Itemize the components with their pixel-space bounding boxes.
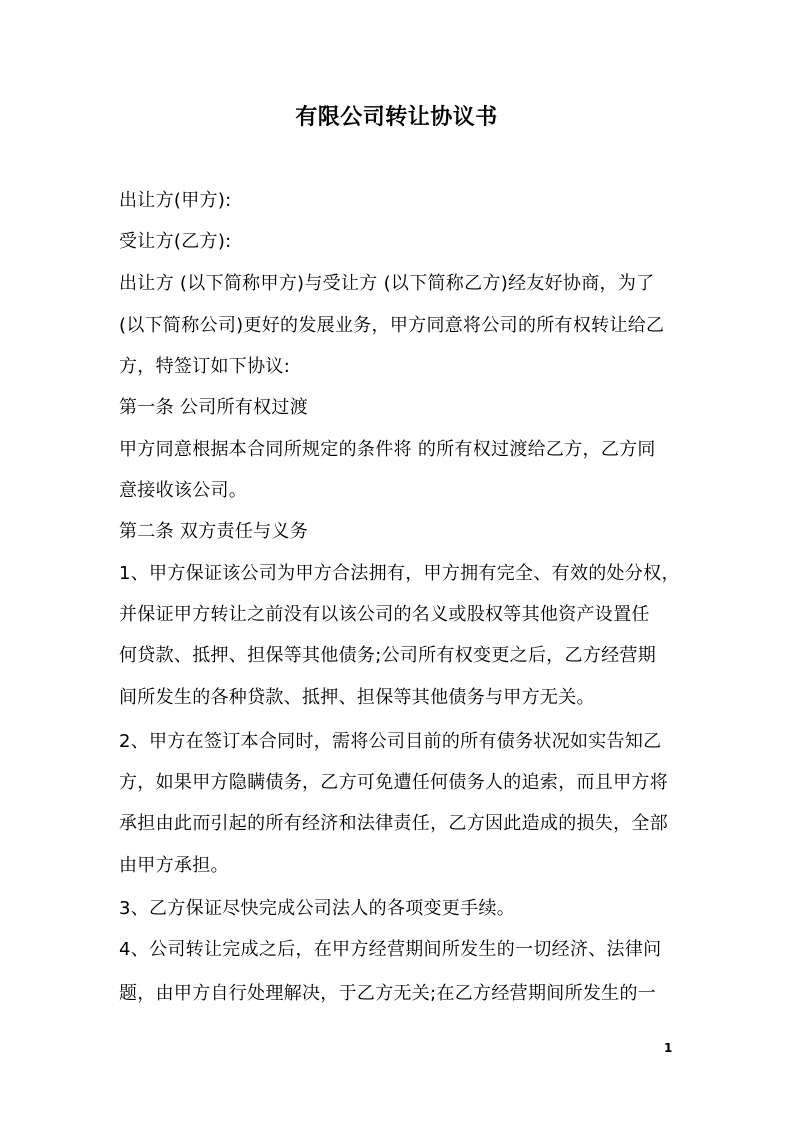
text-line: 方，特签订如下协议: (119, 356, 291, 377)
text-line: 受让方(乙方): (119, 231, 232, 252)
text-line: 4、公司转让完成之后，在甲方经营期间所发生的一切经济、法律问 (119, 939, 662, 960)
text-line: 出让方 (以下简称甲方)与受让方 (以下简称乙方)经友好协商，为了 (119, 273, 655, 294)
section-heading: 第一条 公司所有权过渡 (119, 397, 309, 418)
text-line: 方，如果甲方隐瞒债务，乙方可免遭任何债务人的追索，而且甲方将 (119, 772, 668, 793)
document-title: 有限公司转让协议书 (295, 105, 498, 130)
text-line: 甲方同意根据本合同所规定的条件将 的所有权过渡给乙方，乙方同 (119, 439, 656, 460)
text-line: 何贷款、抵押、担保等其他债务;公司所有权变更之后，乙方经营期 (119, 645, 657, 666)
text-line: 2、甲方在签订本合同时，需将公司目前的所有债务状况如实告知乙 (119, 731, 662, 752)
text-line: 承担由此而引起的所有经济和法律责任，乙方因此造成的损失，全部 (119, 813, 668, 834)
text-line: 题，由甲方自行处理解决，于乙方无关;在乙方经营期间所发生的一 (119, 983, 657, 1004)
section-heading: 第二条 双方责任与义务 (119, 521, 309, 542)
text-line: 并保证甲方转让之前没有以该公司的名义或股权等其他资产设置任 (119, 604, 650, 625)
text-line: 由甲方承担。 (119, 855, 229, 876)
page-number: 1 (664, 1041, 673, 1055)
text-line: (以下简称公司)更好的发展业务，甲方同意将公司的所有权转让给乙 (119, 315, 665, 336)
text-line: 出让方(甲方): (119, 190, 232, 211)
text-line: 意接收该公司。 (119, 480, 248, 501)
text-line: 间所发生的各种贷款、抵押、担保等其他债务与甲方无关。 (119, 687, 595, 708)
text-line: 1、甲方保证该公司为甲方合法拥有，甲方拥有完全、有效的处分权， (119, 563, 680, 584)
text-line: 3、乙方保证尽快完成公司法人的各项变更手续。 (119, 898, 516, 919)
